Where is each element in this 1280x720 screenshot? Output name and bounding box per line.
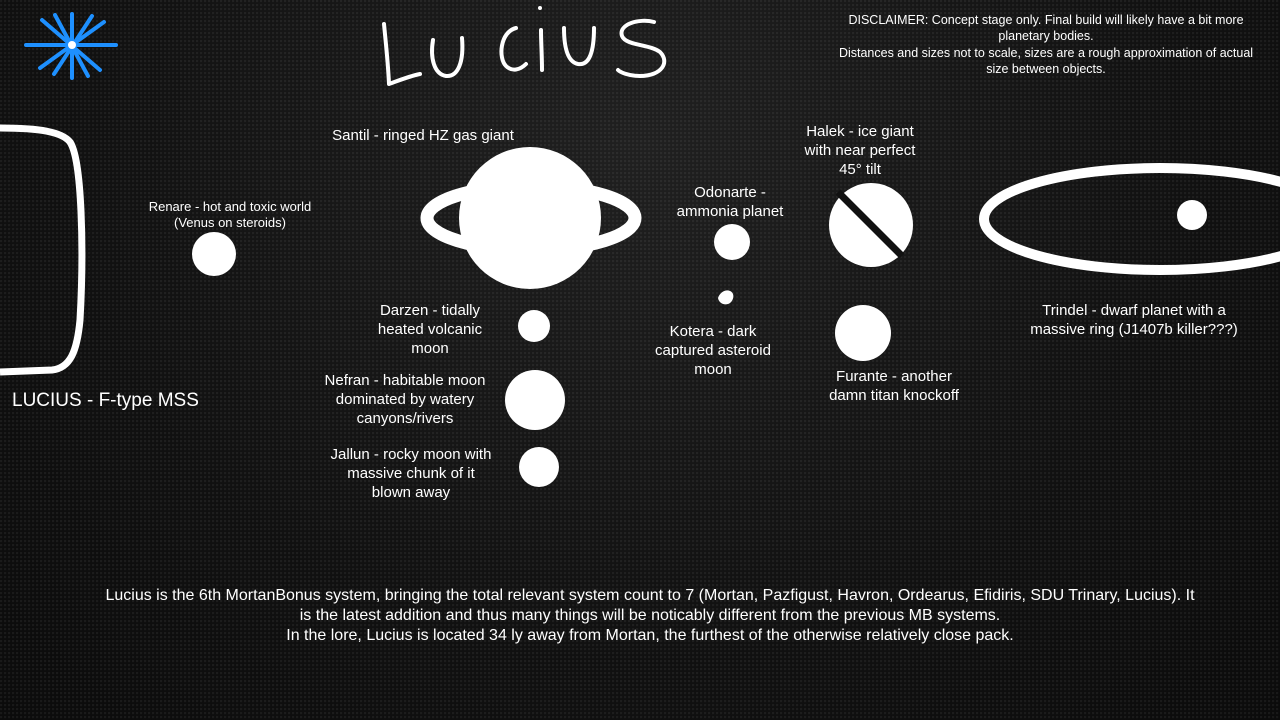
moon-furante [835, 305, 891, 361]
moon-kotera [718, 290, 733, 304]
logo-asterisk-icon [26, 14, 116, 78]
label-santil: Santil - ringed HZ gas giant [332, 127, 514, 144]
planet-halek [829, 183, 913, 267]
planet-renare [192, 232, 236, 276]
moon-jallun [519, 447, 559, 487]
planet-trindel [984, 168, 1280, 270]
star-lucius [0, 128, 82, 372]
label-kotera: Kotera - dark captured asteroid moon [655, 323, 771, 378]
planet-santil [427, 147, 635, 289]
label-renare: Renare - hot and toxic world (Venus on steroids) [148, 199, 312, 231]
label-trindel: Trindel - dwarf planet with a massive ring (J1407b killer???) [1030, 302, 1238, 338]
label-nefran: Nefran - habitable moon dominated by watery canyons/rivers [324, 372, 486, 427]
label-odonarte: Odonarte - ammonia planet [676, 184, 784, 220]
title-lettering [384, 6, 664, 84]
label-darzen: Darzen - tidally heated volcanic moon [377, 302, 483, 357]
disclaimer-text: DISCLAIMER: Concept stage only. Final build will likely have a bit more planetary bodies. Distances and sizes not to scale, sizes are a rough approximation of actual size between objects. [838, 13, 1254, 76]
moon-nefran [505, 370, 565, 430]
planet-odonarte [714, 224, 750, 260]
label-star-lucius: LUCIUS - F-type MSS [12, 390, 199, 411]
label-furante: Furante - another damn titan knockoff [829, 368, 959, 404]
moon-darzen [518, 310, 550, 342]
footer-description: Lucius is the 6th MortanBonus system, bringing the total relevant system count to 7 (Mortan, Pazfigust, Havron, Ordearus, Efidiris, SDU Trinary, Lucius). It is the latest addition and thus many things will be noticably different from the previous MB systems. In the lore, Lucius is located 34 ly away from Mortan, the furthest of the otherwise relatively close pack. [105, 587, 1195, 644]
label-halek: Halek - ice giant with near perfect 45° tilt [804, 123, 916, 178]
label-jallun: Jallun - rocky moon with massive chunk of it blown away [330, 446, 492, 501]
